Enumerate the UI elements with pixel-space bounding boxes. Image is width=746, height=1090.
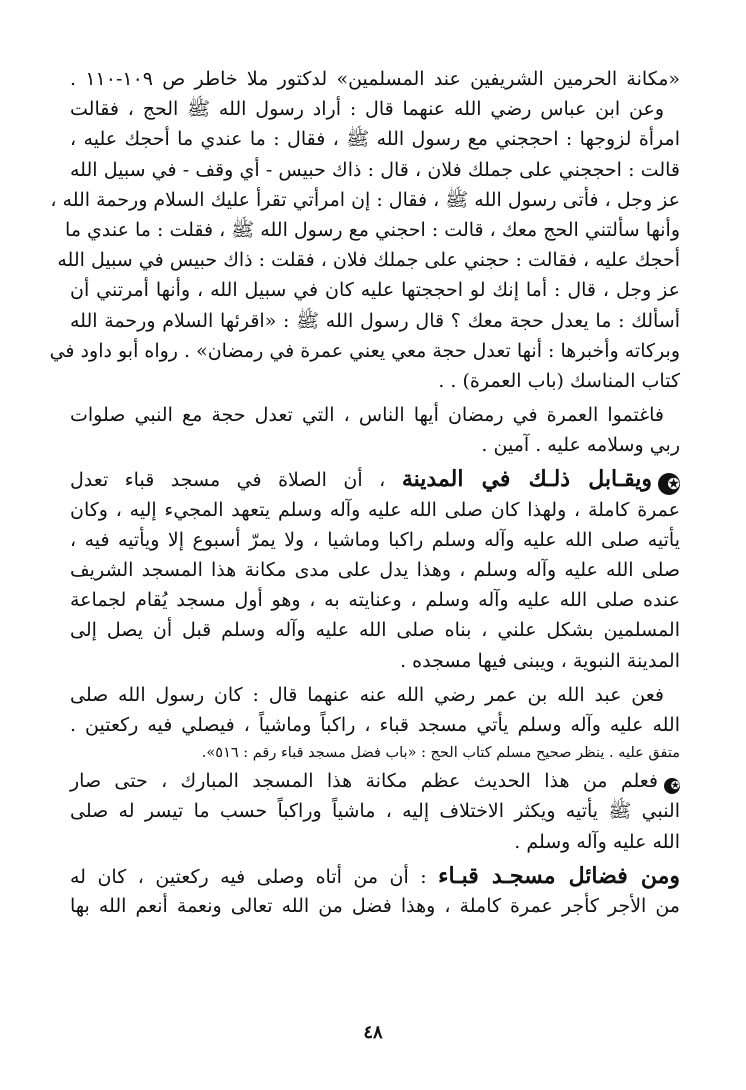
text-line: من الأجر كأجر عمرة كاملة ، وهذا فضل من الله تعالى ونعمة أنعم الله بها [70,894,680,917]
page-number: ٤٨ [363,1022,383,1043]
text-line: الله عليه وآله وسلم . [514,830,680,853]
footnote-line: متفق عليه . ينظر صحيح مسلم كتاب الحج : «باب فضل مسجد قباء رقم : ٥١٦». [201,745,680,762]
text-line: كتاب المناسك (باب العمرة) . . [438,369,680,392]
text-line: عز وجل ، قال : أما إنك لو احججتها عليه كان في سبيل الله ، وأنها أمرتني أن [70,279,680,302]
text-body [49,64,681,921]
text-line: ربي وسلامه عليه . آمين . [481,434,680,457]
star-bullet-icon: ✪ [658,473,680,495]
text-line: عنده صلى الله عليه وآله وسلم ، وعنايته به ، وهو أول مسجد يُقام لجماعة [70,589,681,612]
section-line-fadail [70,861,680,891]
text-line: ، أن الصلاة في مسجد قباء تعدل [70,469,386,492]
text-line: عمرة كاملة ، ولهذا كان صلى الله عليه وآله وسلم يتعهد المجيء إليه ، وكان [70,498,680,521]
text-line: المسلمين بشكل علني ، بناه صلى الله عليه وآله وسلم قبل أن يصل إلى [70,619,680,642]
text-line: فاغتموا العمرة في رمضان أيها الناس ، التي تعدل حجة مع النبي صلوات [70,404,664,427]
section-heading-fadail: ومن فضائل مسجـد قبـاء [438,862,680,889]
text-line: قالت : احججني على جملك فلان ، قال : ذاك حبيس - أي وقف - في سبيل الله [70,158,680,181]
text-line: وبركاته وأخبرها : أنها تعدل حجة معي يعني عمرة في رمضان» . رواه أبو داود في [49,339,680,362]
text-line: وأنها سألتني الحج معك ، قالت : احجني مع رسول الله ﷺ ، فقلت : ما عندي ما [65,218,680,241]
text-line: : أن من أتاه وصلى فيه ركعتين ، كان له [70,865,427,888]
text-line: عز وجل ، فأتى رسول الله ﷺ ، فقال : إن امرأتي تقرأ عليك السلام ورحمة الله ، [50,188,680,211]
text-line: فعن عبد الله بن عمر رضي الله عنه عنهما قال : كان رسول الله صلى [70,683,664,706]
text-line: أحجك عليه ، فقالت : حجني على جملك فلان ، فقلت : ذاك حبيس في سبيل الله [57,249,680,272]
text-line: امرأة لزوجها : احججني مع رسول الله ﷺ ، فقال : ما عندي ما أحجك عليه ، [70,128,680,151]
text-line: أسألك : ما يعدل حجة معك ؟ قال رسول الله ﷺ : «اقرئها السلام ورحمة الله [70,309,680,332]
text-line: فعلم من هذا الحديث عظم مكانة هذا المسجد المبارك ، حتى صار [70,770,658,793]
text-line: المدينة النبوية ، ويبنى فيها مسجده . [400,649,680,672]
text-line: «مكانة الحرمين الشريفين عند المسلمين» لدكتور ملا خاطر ص ١٠٩-١١٠ . [70,68,680,90]
text-line-with-bullet [70,766,680,796]
star-bullet-icon: ✪ [664,778,680,794]
section-line-muqabil [70,464,680,494]
text-line: صلى الله عليه وآله وسلم ، وهذا يدل على مدى مكانة هذا المسجد الشريف [70,559,680,581]
text-line: الله عليه وآله وسلم يأتي مسجد قباء ، راكباً وماشياً ، فيصلي فيه ركعتين . [70,713,680,736]
text-line: يأتيه صلى الله عليه وآله وسلم راكبا وماشيا ، ولا يمرّ أسبوع إلا ويأتيه فيه ، [70,528,680,551]
text-line: النبي ﷺ يأتيه ويكثر الاختلاف إليه ، ماشياً وراكباً حسب ما تيسر له صلى [70,800,680,823]
section-heading-muqabil: ويقـابل ذلـك في المدينة [401,466,652,493]
text-line: وعن ابن عباس رضي الله عنهما قال : أراد رسول الله ﷺ الحج ، فقالت [70,98,664,121]
